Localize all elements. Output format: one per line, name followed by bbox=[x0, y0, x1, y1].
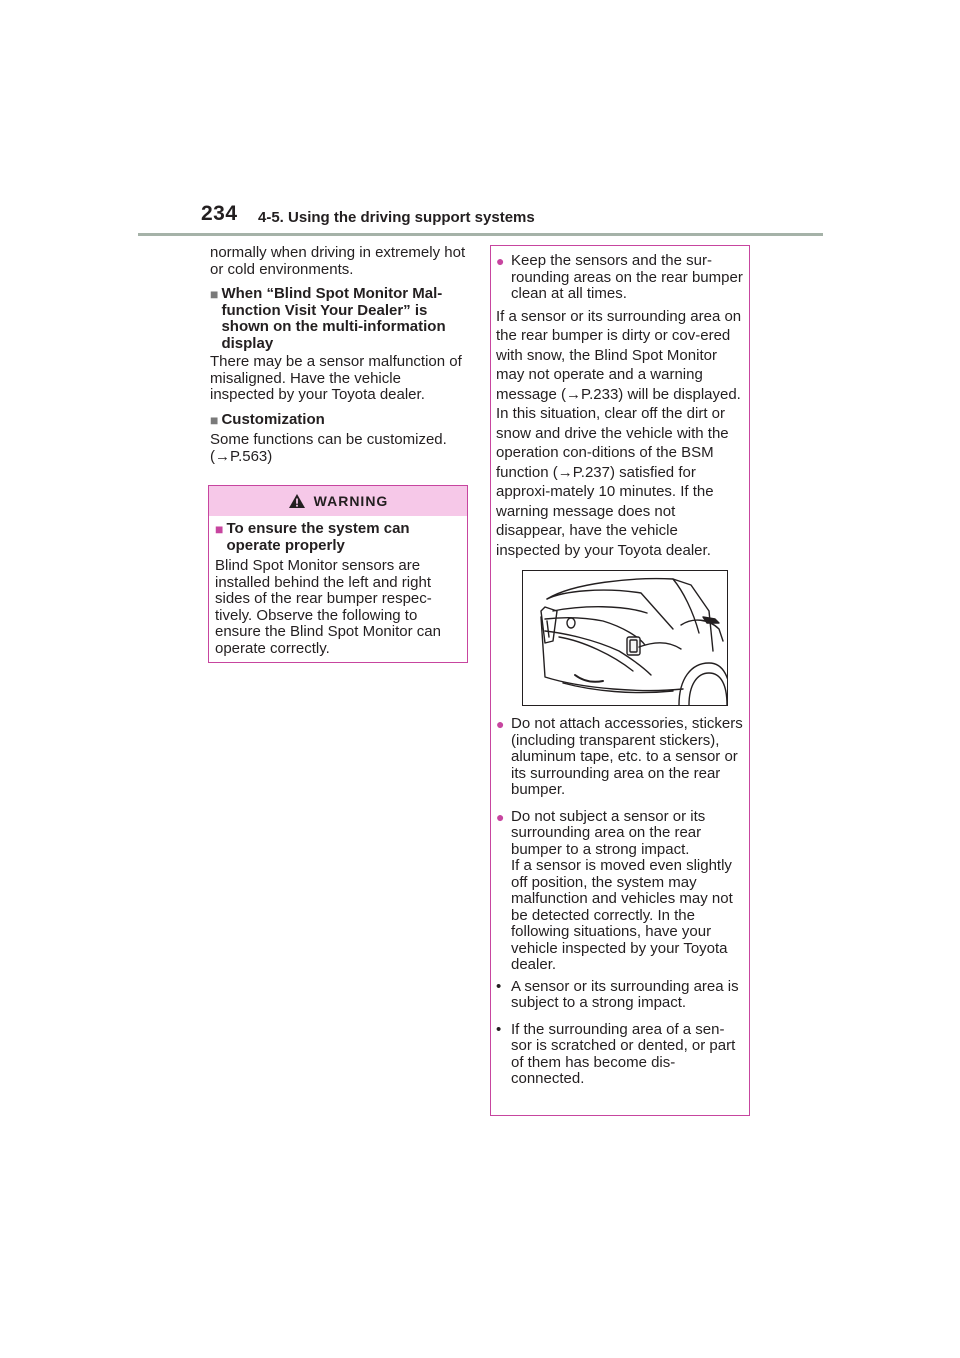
warning-label: WARNING bbox=[313, 493, 389, 509]
bullet-detail-text: If a sensor is moved even slightly off position, the system may malfunction and vehicles may not be detected correctly. In the following situations, have your vehicle inspected by your Toyota dealer. bbox=[511, 857, 733, 973]
section-title: 4-5. Using the driving support systems bbox=[258, 209, 535, 226]
warning-body bbox=[209, 516, 467, 657]
customization-body: Some functions can be customized. (→P.563) bbox=[210, 431, 447, 465]
intro-text: normally when driving in extremely hot or cold environments. bbox=[210, 244, 466, 278]
list-item-no-accessories bbox=[496, 716, 743, 799]
bullet-text: Do not attach accessories, stickers (including transparent stickers), aluminum tape, etc. to a sensor or its surrounding area on the rear bumper. bbox=[511, 715, 743, 798]
list-item-no-impact bbox=[496, 809, 743, 974]
warning-text: Blind Spot Monitor sensors are installed behind the left and right sides of the rear bumper respec-tively. Observe the following to ensure the Blind Spot Monitor can operate correctly. bbox=[215, 557, 441, 657]
dirty-sensor-paragraph: If a sensor or its surrounding area on the rear bumper is dirty or cov-ered with snow, the Blind Spot Monitor may not operate and a warning message (→P.233) will be displayed. In this situation, clear off the dirt or snow and drive the vehicle with the operation con-ditions of the BSM function (→P.237) satisfied for approxi-mately 10 minutes. If the warning message does not disappear, have the vehicle inspected by your Toyota dealer. bbox=[496, 307, 742, 559]
warning-box bbox=[208, 485, 468, 663]
circle-bullet-icon: ● bbox=[496, 808, 505, 825]
dash-item-impact bbox=[496, 979, 743, 1012]
dash-text: If the surrounding area of a sen-sor is scratched or dented, or part of them has become dis-connected. bbox=[511, 1020, 736, 1087]
malfunction-heading bbox=[210, 286, 468, 352]
customization-heading-text: Customization bbox=[221, 410, 325, 428]
circle-bullet-icon: ● bbox=[496, 253, 505, 269]
customization-heading bbox=[210, 412, 468, 429]
bullet-text: Do not subject a sensor or its surrounding area on the rear bumper to a strong impact. bbox=[511, 807, 706, 858]
malfunction-heading-text: When “Blind Spot Monitor Mal-function Visit Your Dealer” is shown on the multi-information display bbox=[221, 285, 446, 352]
square-bullet-icon: ■ bbox=[210, 411, 219, 428]
dash-item-scratched bbox=[496, 1022, 743, 1088]
warning-heading bbox=[215, 521, 461, 554]
header-rule bbox=[138, 233, 823, 236]
dash-bullet: • bbox=[496, 977, 502, 995]
left-column bbox=[210, 245, 468, 465]
bullet-text: Keep the sensors and the sur-rounding areas on the rear bumper clean at all times. bbox=[511, 252, 743, 302]
right-caution-box bbox=[490, 245, 750, 1116]
warning-triangle-icon bbox=[288, 493, 306, 509]
square-bullet-icon: ■ bbox=[215, 521, 224, 537]
car-rear-bumper-illustration bbox=[522, 570, 728, 706]
warning-header bbox=[209, 486, 467, 516]
circle-bullet-icon: ● bbox=[496, 716, 505, 732]
dash-bullet: • bbox=[496, 1020, 502, 1038]
list-item-keep-clean bbox=[496, 253, 743, 303]
square-bullet-icon: ■ bbox=[210, 286, 219, 302]
malfunction-body: There may be a sensor malfunction of misaligned. Have the vehicle inspected by your Toyota dealer. bbox=[210, 353, 462, 403]
warning-heading-text: To ensure the system can operate properly bbox=[226, 520, 410, 554]
page-number: 234 bbox=[201, 202, 238, 225]
dash-text: A sensor or its surrounding area is subject to a strong impact. bbox=[511, 977, 739, 1011]
